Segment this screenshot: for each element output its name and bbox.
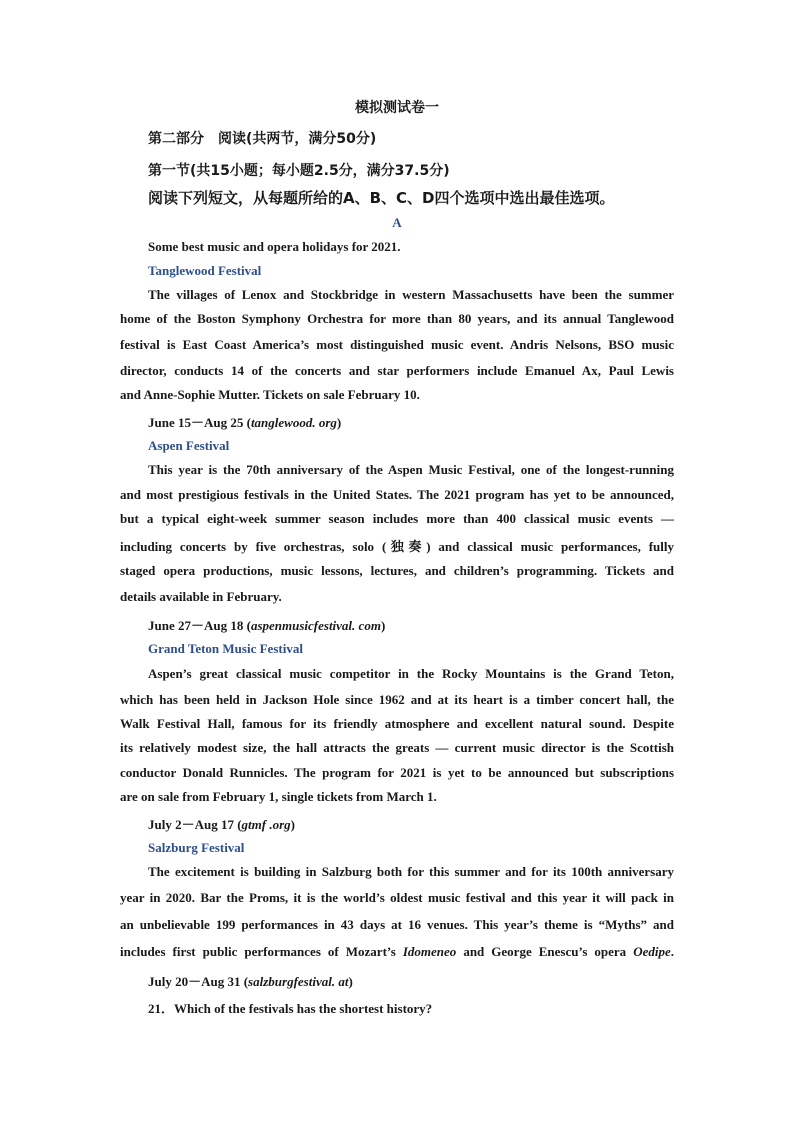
page-title: 模拟测试卷一 [355,100,439,116]
festival-dates: July 20－Aug 31 (salzburgfestival. at) [148,974,353,989]
festival-dates: June 27－Aug 18 (aspenmusicfestival. com) [148,618,386,633]
festival-website: gtmf .org [241,817,291,832]
paragraph-line: which has been held in Jackson Hole since 1962 and at its heart is a timber concert hall, the [120,692,674,707]
festival-heading-salzburg: Salzburg Festival [148,840,245,855]
paragraph-line: and most prestigious festivals in the United States. The 2021 program has yet to be announced, [120,487,674,502]
section-heading: 第二部分 阅读(共两节，满分50分) [148,131,377,147]
festival-website: aspenmusicfestival. com [250,618,381,633]
subsection-heading: 第一节(共15小题；每小题2.5分，满分37.5分) [148,163,450,179]
paragraph-line: festival is East Coast America’s most distinguished music event. Andris Nelsons, BSO music [120,337,674,352]
passage-label: A [392,215,402,230]
paragraph-line: an unbelievable 199 performances in 43 days at 16 venues. This year’s theme is “Myths” and [120,917,674,932]
festival-website: salzburgfestival. at [248,974,349,989]
instruction-text: 阅读下列短文，从每题所给的A、B、C、D四个选项中选出最佳选项。 [148,189,615,207]
festival-heading-aspen: Aspen Festival [148,438,230,453]
question-21: 21．Which of the festivals has the shortest history? [148,1001,433,1016]
paragraph-line: The villages of Lenox and Stockbridge in western Massachusetts have been the summer [148,287,674,302]
paragraph-line: director, conducts 14 of the concerts and star performers include Emanuel Ax, Paul Lewis [120,363,674,378]
paragraph-line: staged opera productions, music lessons, lectures, and children’s programming. Tickets and [120,563,674,578]
paragraph-line: This year is the 70th anniversary of the Aspen Music Festival, one of the longest-running [148,462,674,477]
paragraph-line: home of the Boston Symphony Orchestra for more than 80 years, and its annual Tanglewood [120,311,674,326]
festival-dates: July 2－Aug 17 (gtmf .org) [148,817,296,832]
paragraph-line: The excitement is building in Salzburg both for this summer and for its 100th anniversary [148,864,674,879]
paragraph-line: details available in February. [120,589,282,604]
paragraph-line: including concerts by five orchestras, solo (独奏) and classical music performances, fully [120,539,674,554]
paragraph-line: Aspen’s great classical music competitor in the Rocky Mountains is the Grand Teton, [148,666,674,681]
festival-website: tanglewood. org [250,415,337,430]
paragraph-line: includes first public performances of Mozart’s Idomeneo and George Enescu’s opera Oedipe. [120,944,674,959]
paragraph-line: year in 2020. Bar the Proms, it is the world’s oldest music festival and this year it will pack in [120,890,674,905]
paragraph-line: are on sale from February 1, single tickets from March 1. [120,789,437,804]
paragraph-line: but a typical eight-week summer season includes more than 400 classical music events — [120,511,674,526]
paragraph-line: Walk Festival Hall, famous for its friendly atmosphere and excellent natural sound. Despite [120,716,674,731]
paragraph-line: and Anne-Sophie Mutter. Tickets on sale February 10. [120,387,420,402]
paragraph-line: its relatively modest size, the hall attracts the greats — current music director is the Scottish [120,740,674,755]
festival-heading-tanglewood: Tanglewood Festival [148,263,262,278]
paragraph-line: conductor Donald Runnicles. The program for 2021 is yet to be announced but subscriptions [120,765,674,780]
festival-dates: June 15－Aug 25 (tanglewood. org) [148,415,342,430]
festival-heading-grand-teton: Grand Teton Music Festival [148,641,303,656]
intro-text: Some best music and opera holidays for 2021. [148,239,401,254]
